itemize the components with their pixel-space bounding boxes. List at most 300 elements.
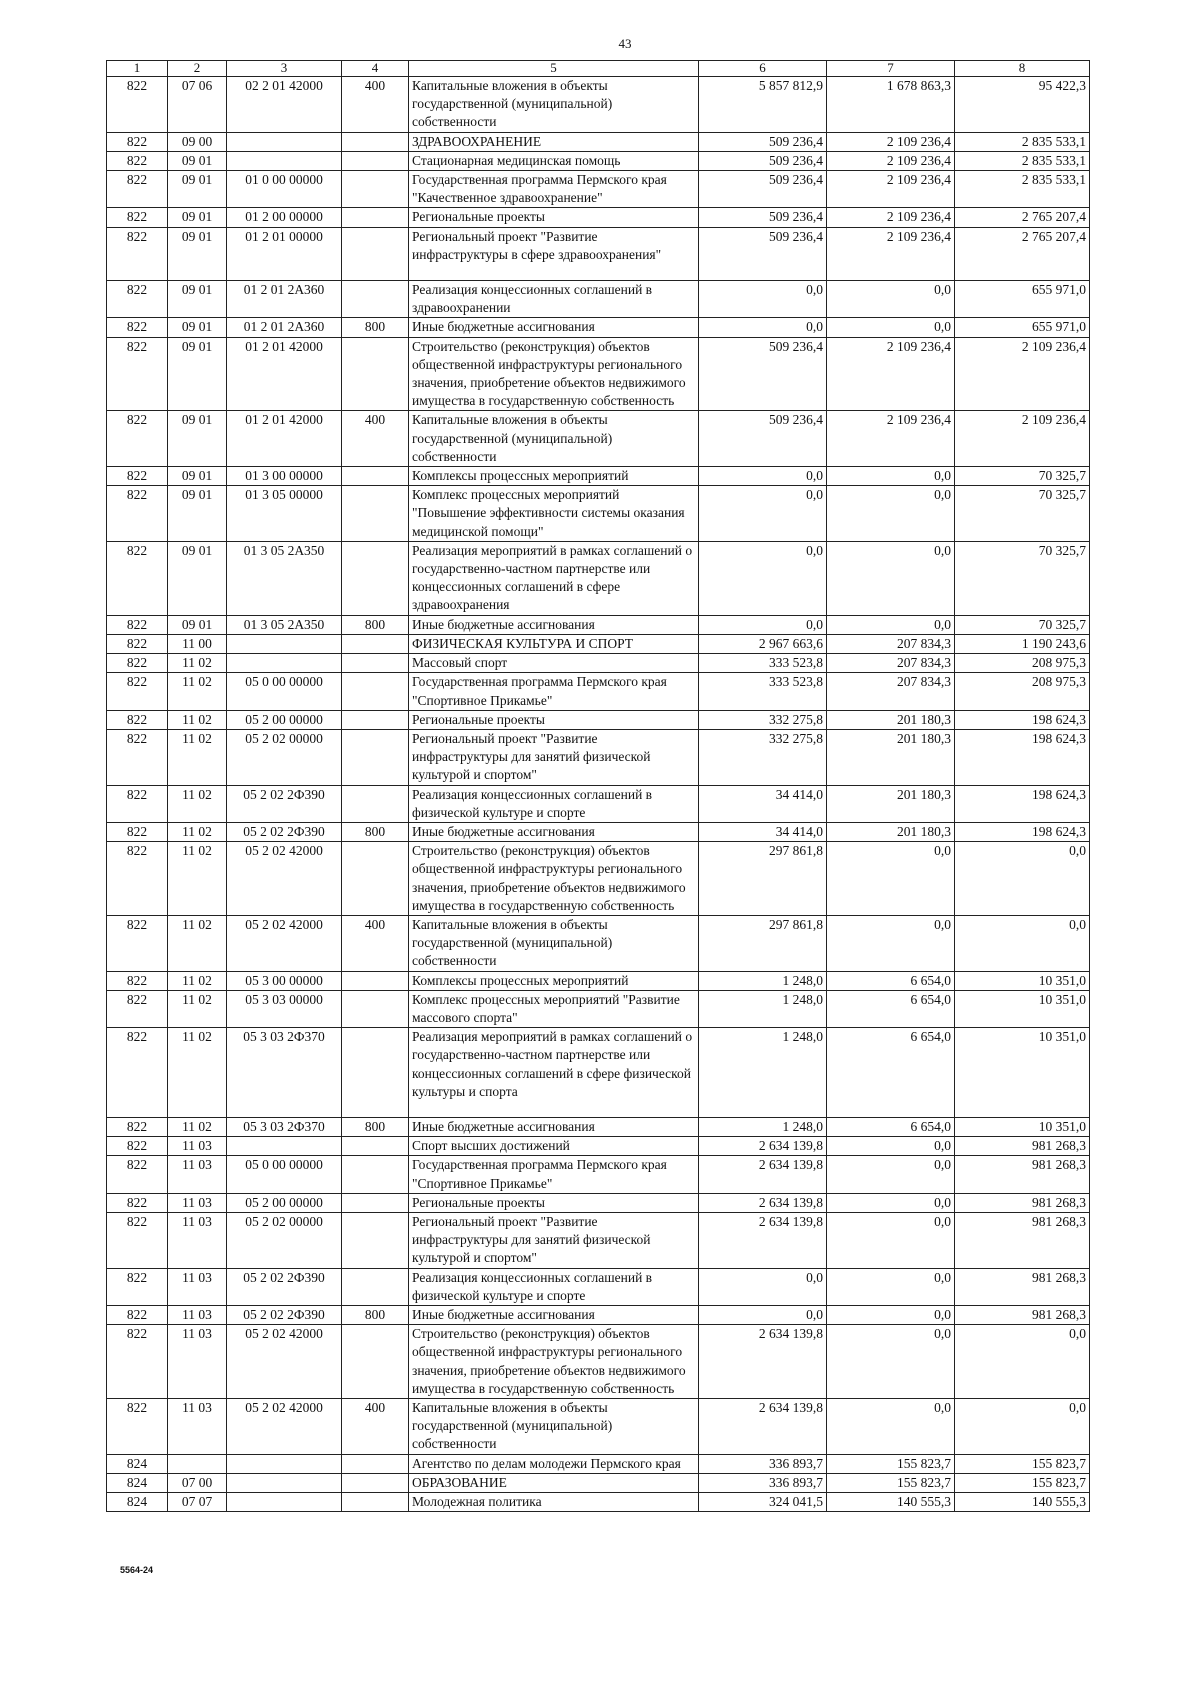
target-article-cell: 05 2 02 2Ф390	[227, 785, 342, 822]
amount-year3-cell: 655 971,0	[955, 281, 1090, 318]
item-name-cell: Реализация концессионных соглашений в физической культуре и спорте	[409, 785, 699, 822]
department-code-cell: 822	[107, 615, 168, 634]
amount-year1-cell: 1 248,0	[699, 971, 827, 990]
table-row	[107, 411, 1090, 467]
item-name-cell: Строительство (реконструкция) объектов общественной инфраструктуры регионального значения, приобретение объектов недвижимого имущества в государственную собственность	[409, 842, 699, 916]
table-row	[107, 1212, 1090, 1268]
department-code-cell: 824	[107, 1454, 168, 1473]
department-code-cell: 822	[107, 1212, 168, 1268]
amount-year3-cell: 2 109 236,4	[955, 411, 1090, 467]
target-article-cell	[227, 1137, 342, 1156]
target-article-cell: 01 3 00 00000	[227, 467, 342, 486]
item-name-cell: Агентство по делам молодежи Пермского края	[409, 1454, 699, 1473]
amount-year3-cell: 1 190 243,6	[955, 634, 1090, 653]
amount-year2-cell: 155 823,7	[827, 1454, 955, 1473]
target-article-cell	[227, 654, 342, 673]
expense-type-cell	[342, 785, 409, 822]
target-article-cell: 01 2 01 2А360	[227, 281, 342, 318]
expense-type-cell	[342, 1212, 409, 1268]
amount-year3-cell: 10 351,0	[955, 990, 1090, 1027]
section-code-cell: 11 03	[168, 1306, 227, 1325]
target-article-cell	[227, 1473, 342, 1492]
amount-year2-cell: 2 109 236,4	[827, 151, 955, 170]
expense-type-cell	[342, 467, 409, 486]
department-code-cell: 822	[107, 1137, 168, 1156]
target-article-cell: 05 2 00 00000	[227, 710, 342, 729]
expense-type-cell	[342, 151, 409, 170]
section-code-cell: 09 01	[168, 486, 227, 542]
section-code-cell: 11 02	[168, 1117, 227, 1136]
section-code-cell: 09 01	[168, 208, 227, 227]
target-article-cell: 05 2 02 42000	[227, 915, 342, 971]
amount-year3-cell: 981 268,3	[955, 1268, 1090, 1305]
column-header: 7	[827, 61, 955, 77]
amount-year3-cell: 155 823,7	[955, 1473, 1090, 1492]
department-code-cell: 822	[107, 915, 168, 971]
table-row	[107, 971, 1090, 990]
item-name-cell: Государственная программа Пермского края "Спортивное Прикамье"	[409, 673, 699, 710]
item-name-cell: Капитальные вложения в объекты государственной (муниципальной) собственности	[409, 915, 699, 971]
amount-year3-cell: 198 624,3	[955, 729, 1090, 785]
table-row	[107, 171, 1090, 208]
section-code-cell: 09 01	[168, 151, 227, 170]
amount-year3-cell: 981 268,3	[955, 1193, 1090, 1212]
section-code-cell: 09 00	[168, 132, 227, 151]
expense-type-cell	[342, 1028, 409, 1118]
amount-year3-cell: 981 268,3	[955, 1137, 1090, 1156]
amount-year2-cell: 1 678 863,3	[827, 77, 955, 133]
table-row	[107, 467, 1090, 486]
expense-type-cell	[342, 486, 409, 542]
section-code-cell: 11 02	[168, 1028, 227, 1118]
amount-year3-cell: 198 624,3	[955, 785, 1090, 822]
department-code-cell: 824	[107, 1493, 168, 1512]
table-row	[107, 1493, 1090, 1512]
amount-year3-cell: 655 971,0	[955, 318, 1090, 337]
target-article-cell: 05 3 03 00000	[227, 990, 342, 1027]
amount-year2-cell: 0,0	[827, 615, 955, 634]
expense-type-cell	[342, 1268, 409, 1305]
amount-year2-cell: 6 654,0	[827, 1117, 955, 1136]
department-code-cell: 822	[107, 151, 168, 170]
amount-year2-cell: 6 654,0	[827, 1028, 955, 1118]
amount-year3-cell: 981 268,3	[955, 1306, 1090, 1325]
section-code-cell: 11 03	[168, 1399, 227, 1455]
target-article-cell: 05 3 03 2Ф370	[227, 1028, 342, 1118]
item-name-cell: Капитальные вложения в объекты государственной (муниципальной) собственности	[409, 411, 699, 467]
section-code-cell: 11 03	[168, 1325, 227, 1399]
section-code-cell: 09 01	[168, 541, 227, 615]
amount-year3-cell: 10 351,0	[955, 1028, 1090, 1118]
item-name-cell: Капитальные вложения в объекты государственной (муниципальной) собственности	[409, 77, 699, 133]
department-code-cell: 822	[107, 971, 168, 990]
department-code-cell: 822	[107, 842, 168, 916]
amount-year1-cell: 0,0	[699, 1268, 827, 1305]
table-row	[107, 318, 1090, 337]
section-code-cell: 11 03	[168, 1193, 227, 1212]
target-article-cell: 05 3 00 00000	[227, 971, 342, 990]
item-name-cell: Реализация мероприятий в рамках соглашений о государственно-частном партнерстве или концессионных соглашений в сфере здравоохранения	[409, 541, 699, 615]
section-code-cell: 09 01	[168, 337, 227, 411]
amount-year3-cell: 70 325,7	[955, 486, 1090, 542]
item-name-cell: Реализация концессионных соглашений в физической культуре и спорте	[409, 1268, 699, 1305]
column-header: 2	[168, 61, 227, 77]
column-header: 1	[107, 61, 168, 77]
target-article-cell: 01 3 05 00000	[227, 486, 342, 542]
department-code-cell: 822	[107, 1156, 168, 1193]
table-row	[107, 1268, 1090, 1305]
section-code-cell: 11 03	[168, 1156, 227, 1193]
amount-year1-cell: 1 248,0	[699, 1117, 827, 1136]
department-code-cell: 822	[107, 1306, 168, 1325]
amount-year3-cell: 2 765 207,4	[955, 227, 1090, 280]
amount-year1-cell: 2 634 139,8	[699, 1156, 827, 1193]
item-name-cell: Иные бюджетные ассигнования	[409, 1306, 699, 1325]
amount-year2-cell: 2 109 236,4	[827, 337, 955, 411]
section-code-cell: 07 06	[168, 77, 227, 133]
item-name-cell: Государственная программа Пермского края "Качественное здравоохранение"	[409, 171, 699, 208]
section-code-cell: 11 02	[168, 673, 227, 710]
amount-year2-cell: 201 180,3	[827, 710, 955, 729]
table-row	[107, 541, 1090, 615]
amount-year1-cell: 509 236,4	[699, 411, 827, 467]
expense-type-cell	[342, 227, 409, 280]
amount-year2-cell: 0,0	[827, 318, 955, 337]
section-code-cell: 11 02	[168, 822, 227, 841]
item-name-cell: Комплекс процессных мероприятий "Повышение эффективности системы оказания медицинской помощи"	[409, 486, 699, 542]
column-header: 5	[409, 61, 699, 77]
amount-year1-cell: 0,0	[699, 318, 827, 337]
table-row	[107, 151, 1090, 170]
expense-type-cell	[342, 337, 409, 411]
amount-year2-cell: 2 109 236,4	[827, 208, 955, 227]
target-article-cell: 01 2 01 42000	[227, 411, 342, 467]
amount-year3-cell: 2 835 533,1	[955, 171, 1090, 208]
department-code-cell: 822	[107, 227, 168, 280]
department-code-cell: 822	[107, 77, 168, 133]
table-row	[107, 634, 1090, 653]
target-article-cell: 05 0 00 00000	[227, 1156, 342, 1193]
amount-year2-cell: 207 834,3	[827, 634, 955, 653]
department-code-cell: 822	[107, 281, 168, 318]
target-article-cell: 05 2 02 42000	[227, 1325, 342, 1399]
amount-year3-cell: 95 422,3	[955, 77, 1090, 133]
table-row	[107, 990, 1090, 1027]
amount-year3-cell: 208 975,3	[955, 673, 1090, 710]
target-article-cell	[227, 151, 342, 170]
expense-type-cell	[342, 208, 409, 227]
column-header: 6	[699, 61, 827, 77]
amount-year1-cell: 336 893,7	[699, 1454, 827, 1473]
amount-year2-cell: 0,0	[827, 1212, 955, 1268]
amount-year1-cell: 324 041,5	[699, 1493, 827, 1512]
amount-year2-cell: 2 109 236,4	[827, 132, 955, 151]
amount-year2-cell: 0,0	[827, 1306, 955, 1325]
item-name-cell: Спорт высших достижений	[409, 1137, 699, 1156]
amount-year3-cell: 981 268,3	[955, 1212, 1090, 1268]
amount-year1-cell: 297 861,8	[699, 915, 827, 971]
amount-year3-cell: 981 268,3	[955, 1156, 1090, 1193]
amount-year2-cell: 0,0	[827, 1156, 955, 1193]
item-name-cell: Региональный проект "Развитие инфраструктуры для занятий физической культурой и спортом"	[409, 1212, 699, 1268]
section-code-cell: 09 01	[168, 411, 227, 467]
amount-year3-cell: 0,0	[955, 1399, 1090, 1455]
expense-type-cell	[342, 729, 409, 785]
expense-type-cell	[342, 1454, 409, 1473]
item-name-cell: Строительство (реконструкция) объектов общественной инфраструктуры регионального значения, приобретение объектов недвижимого имущества в государственную собственность	[409, 337, 699, 411]
item-name-cell: Молодежная политика	[409, 1493, 699, 1512]
table-row	[107, 842, 1090, 916]
expense-type-cell	[342, 1137, 409, 1156]
expense-type-cell: 800	[342, 1117, 409, 1136]
target-article-cell	[227, 132, 342, 151]
department-code-cell: 822	[107, 1325, 168, 1399]
amount-year2-cell: 6 654,0	[827, 971, 955, 990]
item-name-cell: ЗДРАВООХРАНЕНИЕ	[409, 132, 699, 151]
amount-year1-cell: 336 893,7	[699, 1473, 827, 1492]
budget-table	[106, 60, 1090, 1512]
table-row	[107, 77, 1090, 133]
target-article-cell: 01 3 05 2А350	[227, 541, 342, 615]
expense-type-cell	[342, 990, 409, 1027]
amount-year2-cell: 201 180,3	[827, 785, 955, 822]
amount-year2-cell: 0,0	[827, 1268, 955, 1305]
amount-year1-cell: 2 634 139,8	[699, 1193, 827, 1212]
section-code-cell	[168, 1454, 227, 1473]
department-code-cell: 822	[107, 673, 168, 710]
amount-year2-cell: 0,0	[827, 486, 955, 542]
department-code-cell: 822	[107, 1399, 168, 1455]
department-code-cell: 822	[107, 990, 168, 1027]
target-article-cell: 05 2 02 2Ф390	[227, 1306, 342, 1325]
amount-year2-cell: 6 654,0	[827, 990, 955, 1027]
amount-year3-cell: 0,0	[955, 1325, 1090, 1399]
amount-year2-cell: 0,0	[827, 541, 955, 615]
amount-year3-cell: 70 325,7	[955, 615, 1090, 634]
target-article-cell: 05 3 03 2Ф370	[227, 1117, 342, 1136]
amount-year2-cell: 0,0	[827, 467, 955, 486]
expense-type-cell	[342, 1473, 409, 1492]
amount-year2-cell: 2 109 236,4	[827, 171, 955, 208]
expense-type-cell: 400	[342, 1399, 409, 1455]
department-code-cell: 822	[107, 654, 168, 673]
target-article-cell	[227, 634, 342, 653]
department-code-cell: 822	[107, 729, 168, 785]
table-row	[107, 1156, 1090, 1193]
item-name-cell: Иные бюджетные ассигнования	[409, 1117, 699, 1136]
target-article-cell: 01 0 00 00000	[227, 171, 342, 208]
amount-year1-cell: 2 634 139,8	[699, 1137, 827, 1156]
table-row	[107, 132, 1090, 151]
department-code-cell: 822	[107, 541, 168, 615]
table-row	[107, 654, 1090, 673]
section-code-cell: 09 01	[168, 467, 227, 486]
expense-type-cell	[342, 634, 409, 653]
target-article-cell: 05 2 02 42000	[227, 842, 342, 916]
target-article-cell: 05 2 02 42000	[227, 1399, 342, 1455]
expense-type-cell: 800	[342, 318, 409, 337]
amount-year1-cell: 5 857 812,9	[699, 77, 827, 133]
amount-year3-cell: 2 765 207,4	[955, 208, 1090, 227]
department-code-cell: 822	[107, 208, 168, 227]
expense-type-cell	[342, 281, 409, 318]
item-name-cell: Региональный проект "Развитие инфраструктуры для занятий физической культурой и спортом"	[409, 729, 699, 785]
amount-year1-cell: 2 634 139,8	[699, 1399, 827, 1455]
item-name-cell: Реализация мероприятий в рамках соглашений о государственно-частном партнерстве или концессионных соглашений в сфере физической культуры и спорта	[409, 1028, 699, 1118]
amount-year1-cell: 332 275,8	[699, 729, 827, 785]
section-code-cell: 09 01	[168, 615, 227, 634]
item-name-cell: Стационарная медицинская помощь	[409, 151, 699, 170]
table-row	[107, 337, 1090, 411]
amount-year2-cell: 0,0	[827, 1193, 955, 1212]
table-row	[107, 1137, 1090, 1156]
table-body	[107, 77, 1090, 1512]
amount-year2-cell: 0,0	[827, 1325, 955, 1399]
amount-year1-cell: 0,0	[699, 486, 827, 542]
expense-type-cell: 400	[342, 915, 409, 971]
amount-year1-cell: 333 523,8	[699, 654, 827, 673]
department-code-cell: 822	[107, 634, 168, 653]
target-article-cell: 01 2 00 00000	[227, 208, 342, 227]
column-header: 4	[342, 61, 409, 77]
amount-year1-cell: 34 414,0	[699, 822, 827, 841]
target-article-cell	[227, 1493, 342, 1512]
amount-year2-cell: 2 109 236,4	[827, 411, 955, 467]
table-row	[107, 1325, 1090, 1399]
table-row	[107, 1473, 1090, 1492]
table-row	[107, 208, 1090, 227]
amount-year1-cell: 509 236,4	[699, 132, 827, 151]
amount-year2-cell: 207 834,3	[827, 673, 955, 710]
amount-year2-cell: 207 834,3	[827, 654, 955, 673]
expense-type-cell: 400	[342, 411, 409, 467]
expense-type-cell	[342, 673, 409, 710]
amount-year1-cell: 509 236,4	[699, 227, 827, 280]
amount-year3-cell: 70 325,7	[955, 541, 1090, 615]
item-name-cell: ФИЗИЧЕСКАЯ КУЛЬТУРА И СПОРТ	[409, 634, 699, 653]
section-code-cell: 11 02	[168, 915, 227, 971]
amount-year2-cell: 201 180,3	[827, 729, 955, 785]
expense-type-cell: 800	[342, 615, 409, 634]
department-code-cell: 822	[107, 1193, 168, 1212]
table-row	[107, 281, 1090, 318]
section-code-cell: 11 02	[168, 842, 227, 916]
table-row	[107, 1193, 1090, 1212]
table-row	[107, 1454, 1090, 1473]
expense-type-cell	[342, 132, 409, 151]
expense-type-cell	[342, 1325, 409, 1399]
column-header: 3	[227, 61, 342, 77]
table-row	[107, 673, 1090, 710]
item-name-cell: Региональные проекты	[409, 208, 699, 227]
amount-year2-cell: 0,0	[827, 1399, 955, 1455]
amount-year1-cell: 509 236,4	[699, 337, 827, 411]
amount-year2-cell: 2 109 236,4	[827, 227, 955, 280]
table-row	[107, 486, 1090, 542]
amount-year3-cell: 10 351,0	[955, 1117, 1090, 1136]
target-article-cell: 02 2 01 42000	[227, 77, 342, 133]
amount-year2-cell: 155 823,7	[827, 1473, 955, 1492]
table-row	[107, 785, 1090, 822]
expense-type-cell: 800	[342, 1306, 409, 1325]
item-name-cell: Комплексы процессных мероприятий	[409, 467, 699, 486]
amount-year2-cell: 140 555,3	[827, 1493, 955, 1512]
table-header-row	[107, 61, 1090, 77]
expense-type-cell	[342, 842, 409, 916]
amount-year3-cell: 198 624,3	[955, 710, 1090, 729]
item-name-cell: Реализация концессионных соглашений в здравоохранении	[409, 281, 699, 318]
item-name-cell: Региональные проекты	[409, 1193, 699, 1212]
amount-year1-cell: 2 634 139,8	[699, 1325, 827, 1399]
target-article-cell: 01 3 05 2А350	[227, 615, 342, 634]
amount-year1-cell: 0,0	[699, 615, 827, 634]
table-row	[107, 710, 1090, 729]
department-code-cell: 822	[107, 486, 168, 542]
expense-type-cell	[342, 1193, 409, 1212]
item-name-cell: Массовый спорт	[409, 654, 699, 673]
amount-year3-cell: 70 325,7	[955, 467, 1090, 486]
item-name-cell: Капитальные вложения в объекты государственной (муниципальной) собственности	[409, 1399, 699, 1455]
amount-year1-cell: 1 248,0	[699, 1028, 827, 1118]
expense-type-cell	[342, 171, 409, 208]
page-number: 43	[618, 36, 632, 51]
expense-type-cell	[342, 971, 409, 990]
section-code-cell: 11 03	[168, 1268, 227, 1305]
section-code-cell: 09 01	[168, 281, 227, 318]
target-article-cell: 05 2 00 00000	[227, 1193, 342, 1212]
item-name-cell: Региональные проекты	[409, 710, 699, 729]
expense-type-cell: 400	[342, 77, 409, 133]
table-row	[107, 915, 1090, 971]
table-row	[107, 729, 1090, 785]
target-article-cell	[227, 1454, 342, 1473]
item-name-cell: Иные бюджетные ассигнования	[409, 615, 699, 634]
target-article-cell: 01 2 01 00000	[227, 227, 342, 280]
section-code-cell: 09 01	[168, 171, 227, 208]
section-code-cell: 11 03	[168, 1212, 227, 1268]
amount-year3-cell: 0,0	[955, 842, 1090, 916]
amount-year2-cell: 0,0	[827, 915, 955, 971]
section-code-cell: 11 00	[168, 634, 227, 653]
section-code-cell: 09 01	[168, 227, 227, 280]
expense-type-cell	[342, 1156, 409, 1193]
target-article-cell: 01 2 01 2А360	[227, 318, 342, 337]
amount-year3-cell: 2 109 236,4	[955, 337, 1090, 411]
table-row	[107, 822, 1090, 841]
table-row	[107, 1028, 1090, 1118]
amount-year3-cell: 2 835 533,1	[955, 151, 1090, 170]
section-code-cell: 11 02	[168, 785, 227, 822]
section-code-cell: 09 01	[168, 318, 227, 337]
table-row	[107, 227, 1090, 280]
department-code-cell: 822	[107, 1117, 168, 1136]
amount-year1-cell: 333 523,8	[699, 673, 827, 710]
amount-year3-cell: 198 624,3	[955, 822, 1090, 841]
item-name-cell: Региональный проект "Развитие инфраструктуры в сфере здравоохранения"	[409, 227, 699, 280]
column-header: 8	[955, 61, 1090, 77]
department-code-cell: 822	[107, 822, 168, 841]
target-article-cell: 05 2 02 2Ф390	[227, 1268, 342, 1305]
department-code-cell: 822	[107, 411, 168, 467]
target-article-cell: 01 2 01 42000	[227, 337, 342, 411]
section-code-cell: 11 02	[168, 729, 227, 785]
section-code-cell: 07 07	[168, 1493, 227, 1512]
section-code-cell: 11 02	[168, 654, 227, 673]
amount-year1-cell: 297 861,8	[699, 842, 827, 916]
expense-type-cell	[342, 710, 409, 729]
amount-year1-cell: 2 634 139,8	[699, 1212, 827, 1268]
department-code-cell: 822	[107, 171, 168, 208]
